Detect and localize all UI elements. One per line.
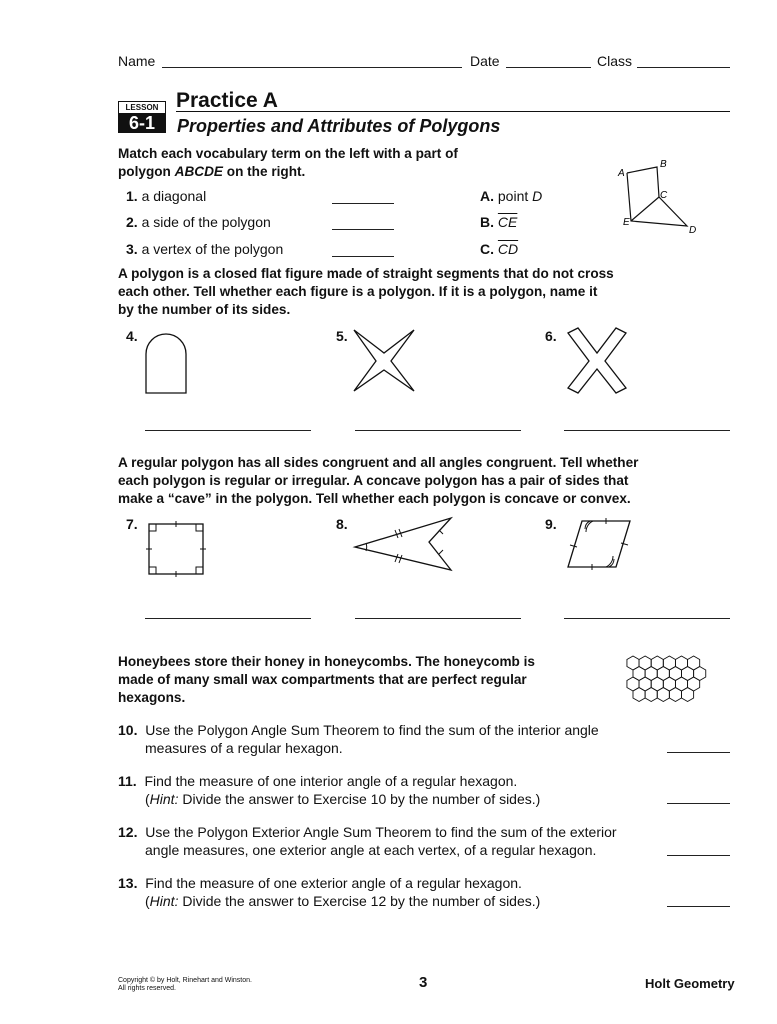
- regular-intro-line: make a “cave” in the polygon. Tell whether each polygon is concave or convex.: [118, 491, 631, 506]
- question-12-line2: angle measures, one exterior angle at each vertex, of a regular hexagon.: [145, 842, 597, 858]
- honeycomb-intro-line: made of many small wax compartments that are perfect regular: [118, 672, 527, 687]
- question-10: 10. Use the Polygon Angle Sum Theorem to find the sum of the interior angle: [118, 722, 599, 738]
- date-field[interactable]: [506, 67, 591, 68]
- arch-figure: [140, 328, 195, 398]
- name-field[interactable]: [162, 67, 462, 68]
- match-item: 2. a side of the polygon: [126, 214, 271, 230]
- match-answer-3[interactable]: [332, 256, 394, 257]
- match-intro-line1: Match each vocabulary term on the left with a part of: [118, 146, 458, 161]
- honeycomb-intro-line: hexagons.: [118, 690, 186, 705]
- class-label: Class: [597, 53, 633, 69]
- question-10-line2: measures of a regular hexagon.: [145, 740, 343, 756]
- answer-line-5[interactable]: [355, 430, 521, 431]
- match-item: 1. a diagonal: [126, 188, 207, 204]
- question-11-line2: (Hint: Divide the answer to Exercise 10 by the number of sides.): [145, 791, 541, 807]
- polygon-intro-line: by the number of its sides.: [118, 302, 291, 317]
- answer-line-12[interactable]: [667, 855, 730, 856]
- regular-intro-line: A regular polygon has all sides congruent and all angles congruent. Tell whether: [118, 455, 639, 470]
- copyright: Copyright © by Holt, Rinehart and Winston. All rights reserved.: [118, 977, 252, 992]
- lesson-number: 6-1: [118, 113, 166, 133]
- cross-figure: [560, 328, 635, 398]
- name-label: Name: [118, 53, 156, 69]
- match-intro-line2: polygon ABCDE on the right.: [118, 164, 306, 179]
- match-choice: C. $\overline{CD}$: [480, 241, 519, 257]
- dart-figure: [350, 515, 455, 575]
- footer-brand: Holt Geometry: [645, 976, 735, 991]
- answer-line-6[interactable]: [564, 430, 730, 431]
- answer-line-4[interactable]: [145, 430, 311, 431]
- exercise-number: 7.: [126, 516, 138, 532]
- match-answer-1[interactable]: [332, 203, 394, 204]
- title-divider: [176, 111, 730, 112]
- answer-line-13[interactable]: [667, 906, 730, 907]
- rhombus-figure: [562, 517, 637, 572]
- vertex-label: E: [623, 217, 630, 228]
- exercise-number: 8.: [336, 516, 348, 532]
- star-figure: [350, 328, 420, 398]
- polygon-abcde-figure: [600, 155, 710, 240]
- polygon-intro-line: A polygon is a closed flat figure made of straight segments that do not cross: [118, 266, 614, 281]
- honeycomb-cell: [657, 688, 669, 702]
- match-choice: A. point D: [480, 188, 543, 204]
- regular-intro-line: each polygon is regular or irregular. A concave polygon has a pair of sides that: [118, 473, 629, 488]
- vertex-label: C: [660, 190, 668, 201]
- match-choice: B. $\overline{CE}$: [480, 214, 518, 230]
- page-number: 3: [419, 974, 428, 991]
- class-field[interactable]: [637, 67, 730, 68]
- vertex-label: A: [618, 168, 625, 179]
- match-answer-2[interactable]: [332, 229, 394, 230]
- exercise-number: 6.: [545, 328, 557, 344]
- page-title: Practice A: [176, 89, 278, 112]
- vertex-label: D: [689, 225, 697, 236]
- answer-line-10[interactable]: [667, 752, 730, 753]
- honeycomb-cell: [633, 688, 645, 702]
- question-13: 13. Find the measure of one exterior angle of a regular hexagon.: [118, 875, 522, 891]
- page-subtitle: Properties and Attributes of Polygons: [177, 116, 501, 136]
- honeycomb-intro-line: Honeybees store their honey in honeycombs. The honeycomb is: [118, 654, 535, 669]
- date-label: Date: [470, 53, 500, 69]
- question-13-line2: (Hint: Divide the answer to Exercise 12 by the number of sides.): [145, 893, 541, 909]
- answer-line-7[interactable]: [145, 618, 311, 619]
- answer-line-9[interactable]: [564, 618, 730, 619]
- honeycomb-figure: [625, 655, 735, 707]
- vertex-label: B: [660, 159, 667, 170]
- question-12: 12. Use the Polygon Exterior Angle Sum Theorem to find the sum of the exterior: [118, 824, 617, 840]
- exercise-number: 9.: [545, 516, 557, 532]
- exercise-number: 5.: [336, 328, 348, 344]
- honeycomb-cell: [682, 688, 694, 702]
- answer-line-8[interactable]: [355, 618, 521, 619]
- honeycomb-cell: [645, 688, 657, 702]
- square-figure: [145, 520, 210, 580]
- question-11: 11. Find the measure of one interior angle of a regular hexagon.: [118, 773, 518, 789]
- lesson-badge: LESSON: [118, 101, 166, 114]
- polygon-intro-line: each other. Tell whether each figure is a polygon. If it is a polygon, name it: [118, 284, 598, 299]
- match-item: 3. a vertex of the polygon: [126, 241, 284, 257]
- answer-line-11[interactable]: [667, 803, 730, 804]
- honeycomb-cell: [669, 688, 681, 702]
- exercise-number: 4.: [126, 328, 138, 344]
